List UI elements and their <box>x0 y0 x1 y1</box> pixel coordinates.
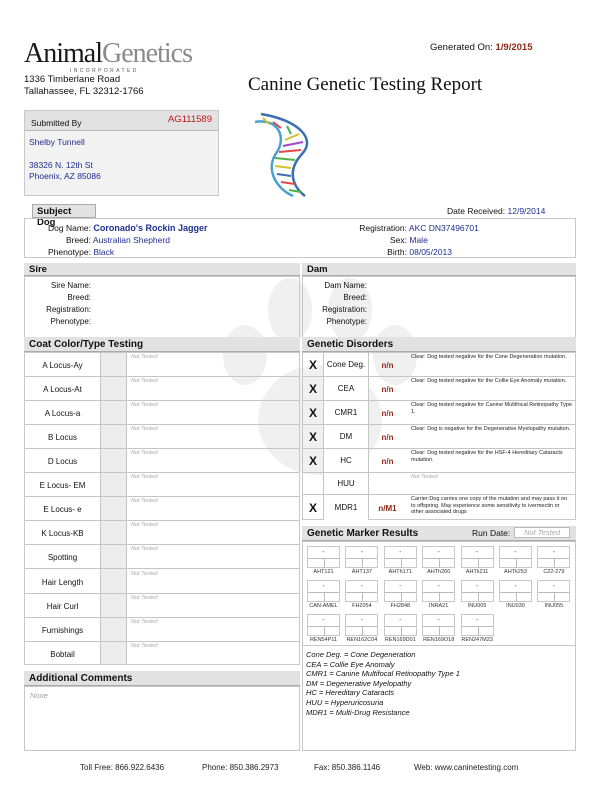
marker-value: - <box>399 549 402 556</box>
marker-label: INU055 <box>544 603 564 609</box>
abbreviation-legend <box>306 650 460 717</box>
marker-label: INU005 <box>467 603 487 609</box>
marker-value: - <box>437 617 440 624</box>
coat-test-note: Not Tested <box>131 354 158 360</box>
genetic-disorders-table <box>302 352 576 520</box>
logo-subtitle: INCORPORATED <box>70 68 139 74</box>
dog-name-value: Coronado's Rockin Jagger <box>93 223 208 233</box>
submitter-address <box>25 131 218 189</box>
marker-cell <box>537 546 570 568</box>
coat-row <box>25 521 299 545</box>
footer-fax: Fax: 850.386.1146 <box>314 763 381 772</box>
marker-cell <box>461 580 494 602</box>
marker-value: - <box>322 617 325 624</box>
coat-row <box>25 570 299 594</box>
coat-test-name: Furnishings <box>41 625 84 635</box>
submitter-name: Shelby Tunnell <box>29 137 85 147</box>
coat-row <box>25 545 299 569</box>
marker-divider-vertical <box>401 626 402 636</box>
sire-box <box>24 276 300 346</box>
phenotype-row <box>31 247 114 257</box>
coat-test-note: Not Tested <box>131 546 158 553</box>
disorder-result: n/n <box>381 361 394 370</box>
coat-test-name: Hair Curl <box>46 601 79 611</box>
marker-divider-vertical <box>554 592 555 602</box>
marker-cell <box>499 546 532 568</box>
marker-value: - <box>514 549 517 556</box>
dam-name-label: Dam Name: <box>324 281 367 290</box>
coat-color-table <box>24 352 300 665</box>
run-date-label: Run Date: <box>472 528 511 538</box>
marker-value: - <box>475 549 479 556</box>
sire-phenotype-label: Phenotype: <box>50 317 91 326</box>
sex-label: Sex: <box>389 235 407 245</box>
disorder-result: n/n <box>381 433 394 442</box>
breed-row <box>31 235 170 245</box>
disorder-check-mark: X <box>309 406 318 420</box>
coat-test-name: Bobtail <box>50 649 75 659</box>
marker-cell <box>307 614 340 636</box>
generated-label: Generated On: <box>430 42 493 53</box>
coat-test-note: Not Tested <box>131 450 158 457</box>
legend-line: CMR1 = Canine Multifocal Retinopathy Type 1 <box>306 669 460 679</box>
disorder-row <box>303 401 575 425</box>
genetic-markers-title: Genetic Marker Results <box>307 528 419 539</box>
disorder-row <box>303 425 575 449</box>
coat-test-name: A Locus-At <box>43 385 82 395</box>
disorder-result: n/n <box>381 457 394 466</box>
footer-phone: Phone: 850.386.2973 <box>202 763 279 772</box>
coat-test-note: Not Tested <box>131 618 158 625</box>
submitted-by-label: Submitted By <box>31 118 82 128</box>
marker-value: - <box>437 583 440 590</box>
marker-value: - <box>322 549 325 556</box>
legend-line: HC = Hereditary Cataracts <box>306 688 395 698</box>
disorder-check-mark: X <box>309 430 318 444</box>
legend-line: HUU = Hyperuricosuria <box>306 697 384 707</box>
date-received-value: 12/9/2014 <box>507 206 546 216</box>
marker-cell <box>422 580 455 602</box>
disorder-check-mark: X <box>309 454 318 468</box>
coat-test-name: A Locus-a <box>44 409 81 419</box>
marker-divider-vertical <box>478 626 479 636</box>
disorder-check-mark: X <box>309 501 318 515</box>
coat-row <box>25 594 299 618</box>
marker-cell <box>499 580 532 602</box>
marker-divider-vertical <box>516 558 517 568</box>
dna-helix-icon <box>247 108 337 200</box>
date-received <box>447 206 545 216</box>
marker-label: FH2054 <box>352 603 372 609</box>
marker-value: - <box>360 549 364 556</box>
coat-row <box>25 473 299 497</box>
marker-label: AHT121 <box>313 569 334 575</box>
marker-cell <box>345 546 378 568</box>
marker-cell <box>384 546 417 568</box>
coat-row <box>25 618 299 642</box>
comments-box <box>24 686 300 751</box>
breed-value: Australian Shepherd <box>92 235 170 245</box>
coat-test-name: Spotting <box>47 553 78 563</box>
marker-divider-vertical <box>324 592 325 602</box>
registration-row <box>325 223 479 233</box>
address-line-2: Tallahassee, FL 32312-1766 <box>24 85 144 97</box>
marker-cell <box>307 580 340 602</box>
comments-header: Additional Comments <box>24 671 300 686</box>
marker-value: - <box>360 617 364 624</box>
disorder-description: Clear: Dog tested negative for Canine Multifocal Retinopathy Type 1. <box>411 402 573 415</box>
disorder-name: HC <box>340 456 352 465</box>
disorder-result: n/n <box>381 409 394 418</box>
birth-value: 08/05/2013 <box>409 247 452 257</box>
dog-name-label: Dog Name: <box>48 223 91 233</box>
marker-value: - <box>514 583 517 590</box>
disorder-row <box>303 377 575 401</box>
disorder-row <box>303 353 575 377</box>
birth-label: Birth: <box>387 247 407 257</box>
subject-dog-box <box>24 218 576 258</box>
disorder-description: Clear: Dog tested negative for the Collie Eye Anomaly mutation. <box>411 378 567 384</box>
marker-divider-vertical <box>324 626 325 636</box>
coat-test-name: B Locus <box>48 433 77 443</box>
disorder-description: Clear: Dog tested negative for the HSF-4 Hereditary Cataracts mutation. <box>411 450 563 463</box>
phenotype-value: Black <box>93 247 115 257</box>
marker-value: - <box>437 549 440 556</box>
disorder-name: Cone Deg. <box>326 360 366 369</box>
subject-dog-tab: Subject Dog <box>32 204 96 218</box>
marker-label: AHTk211 <box>465 569 489 575</box>
sex-value: Male <box>409 235 428 245</box>
marker-label: AHTh171 <box>388 569 412 575</box>
coat-test-name: E Locus- e <box>43 505 82 515</box>
marker-cell <box>461 614 494 636</box>
coat-row <box>25 425 299 449</box>
marker-cell <box>384 580 417 602</box>
coat-test-name: A Locus-Ay <box>42 361 83 370</box>
marker-label: INRA21 <box>429 603 449 609</box>
marker-label: CAN-AMEL <box>309 603 338 609</box>
footer-toll-free: Toll Free: 866.922.6436 <box>80 763 165 772</box>
coat-row <box>25 353 299 377</box>
coat-test-note: Not Tested <box>131 498 158 505</box>
coat-row <box>25 401 299 425</box>
comments-value: None <box>30 691 48 700</box>
marker-label: AHTk253 <box>504 569 527 575</box>
disorder-name: CMR1 <box>334 408 358 417</box>
coat-color-header: Coat Color/Type Testing <box>24 337 300 352</box>
registration-label: Registration: <box>359 223 407 233</box>
marker-label: REN54P11 <box>309 637 338 643</box>
disorder-check-mark: X <box>309 382 318 396</box>
submission-id: AG111589 <box>167 114 212 125</box>
marker-value: - <box>322 583 325 590</box>
coat-row <box>25 377 299 401</box>
genetic-markers-header <box>302 526 576 541</box>
coat-test-name: D Locus <box>47 457 78 467</box>
marker-cell <box>384 614 417 636</box>
legend-line: DM = Degenerative Myelopathy <box>306 678 412 688</box>
coat-test-note: Not Tested <box>131 594 158 601</box>
marker-label: AHT137 <box>351 569 372 575</box>
disorder-result: n/M1 <box>378 504 397 513</box>
dam-registration-label: Registration: <box>322 305 367 314</box>
marker-value: - <box>552 549 556 556</box>
sex-row <box>325 235 428 245</box>
coat-test-note: Not Tested <box>131 474 158 481</box>
marker-label: REN169D01 <box>384 637 416 643</box>
legend-line: CEA = Collie Eye Anomaly <box>306 659 395 669</box>
genetic-disorders-header: Genetic Disorders <box>302 337 576 352</box>
coat-test-name: Hair Length <box>41 577 84 587</box>
breed-label: Breed: <box>65 235 91 245</box>
marker-value: - <box>360 583 364 590</box>
marker-cell <box>537 580 570 602</box>
footer-web: Web: www.caninetesting.com <box>414 763 519 772</box>
marker-divider-vertical <box>439 626 440 636</box>
logo-text-animal: Animal <box>24 38 102 69</box>
sire-name-label: Sire Name: <box>50 281 91 290</box>
date-received-label: Date Received: <box>447 206 506 216</box>
marker-value: - <box>399 617 402 624</box>
legend-line: MDR1 = Multi-Drug Resistance <box>306 707 410 717</box>
disorder-result: n/n <box>381 385 394 394</box>
marker-divider-vertical <box>401 558 402 568</box>
dam-tab: Dam <box>302 263 576 276</box>
sire-tab: Sire <box>24 263 300 276</box>
dam-box <box>302 276 576 346</box>
dam-breed-label: Breed: <box>343 293 367 302</box>
marker-divider-vertical <box>554 558 555 568</box>
phenotype-label: Phenotype: <box>47 247 91 257</box>
disorder-description: Not Tested <box>411 474 438 480</box>
disorder-check-mark: X <box>309 358 318 372</box>
sire-breed-label: Breed: <box>67 293 91 302</box>
disorder-row <box>303 495 575 521</box>
marker-divider-vertical <box>439 592 440 602</box>
submitted-by-box <box>24 110 219 196</box>
coat-row <box>25 497 299 521</box>
marker-cell <box>422 546 455 568</box>
marker-divider-vertical <box>516 592 517 602</box>
marker-cell <box>422 614 455 636</box>
disorder-description: Carrier:Dog carries one copy of the mutation and may pass it on to offspring. May experience some sensitivity to ivermectin or other associated drugs <box>411 496 567 515</box>
sire-registration-label: Registration: <box>46 305 91 314</box>
disorder-description: Clear: Dog is negative for the Degenerative Myelopathy mutation. <box>411 426 571 432</box>
disorder-name: MDR1 <box>334 503 358 512</box>
marker-cell <box>345 614 378 636</box>
marker-label: AHTh260 <box>427 569 451 575</box>
genetic-markers-grid <box>302 541 576 646</box>
coat-test-note: Not Tested <box>131 378 158 385</box>
report-title: Canine Genetic Testing Report <box>248 74 483 95</box>
generated-on <box>430 42 532 53</box>
logo-text-genetics: Genetics <box>102 38 192 69</box>
address-line-1: 1336 Timberlane Road <box>24 74 121 85</box>
marker-label: FH2848 <box>390 603 411 609</box>
coat-test-note: Not Tested <box>131 642 158 649</box>
marker-divider-vertical <box>478 592 479 602</box>
run-date-value: Not Tested <box>514 527 570 538</box>
company-logo <box>24 40 192 68</box>
disorder-name: CEA <box>337 384 355 393</box>
disorder-name: DM <box>339 432 353 441</box>
marker-cell <box>461 546 494 568</box>
generated-date: 1/9/2015 <box>495 42 533 53</box>
coat-test-name: E Locus- EM <box>39 481 86 491</box>
submitter-street: 38326 N. 12th St <box>29 159 93 170</box>
submitted-by-header <box>25 111 218 131</box>
marker-cell <box>345 580 378 602</box>
marker-value: - <box>399 583 402 590</box>
marker-label: REN162C04 <box>346 637 378 643</box>
legend-line: Cone Deg. = Cone Degeneration <box>306 650 416 659</box>
marker-value: - <box>552 583 556 590</box>
disorder-row <box>303 449 575 473</box>
marker-label: REN169O18 <box>423 637 455 643</box>
company-address <box>24 74 144 97</box>
dam-section <box>302 263 576 346</box>
coat-test-note: Not Tested <box>131 426 158 433</box>
marker-label: REN247M23 <box>461 637 493 643</box>
marker-cell <box>307 546 340 568</box>
dog-name-row <box>31 223 208 233</box>
marker-value: - <box>475 617 479 624</box>
submitter-city: Phoenix, AZ 85086 <box>29 171 101 181</box>
marker-label: C22-279 <box>543 569 565 575</box>
registration-value: AKC DN37496701 <box>408 223 479 233</box>
coat-test-name: K Locus-KB <box>41 529 84 539</box>
birth-row <box>325 247 452 257</box>
coat-row <box>25 642 299 666</box>
marker-divider-vertical <box>362 558 363 568</box>
marker-divider-vertical <box>362 626 363 636</box>
coat-row <box>25 449 299 473</box>
disorder-name: HUU <box>337 479 355 488</box>
marker-divider-vertical <box>401 592 402 602</box>
coat-test-note: Not Tested <box>131 522 158 529</box>
coat-test-note: Not Tested <box>131 570 158 577</box>
dam-phenotype-label: Phenotype: <box>326 317 367 326</box>
sire-section <box>24 263 300 346</box>
coat-test-note: Not Tested <box>131 402 158 409</box>
marker-divider-vertical <box>478 558 479 568</box>
disorder-description: Clear: Dog tested negative for the Cone Degeneration mutation. <box>411 354 567 360</box>
disorder-row <box>303 473 575 495</box>
marker-divider-vertical <box>324 558 325 568</box>
marker-divider-vertical <box>439 558 440 568</box>
marker-divider-vertical <box>362 592 363 602</box>
marker-label: INU030 <box>506 603 525 609</box>
marker-value: - <box>475 583 479 590</box>
